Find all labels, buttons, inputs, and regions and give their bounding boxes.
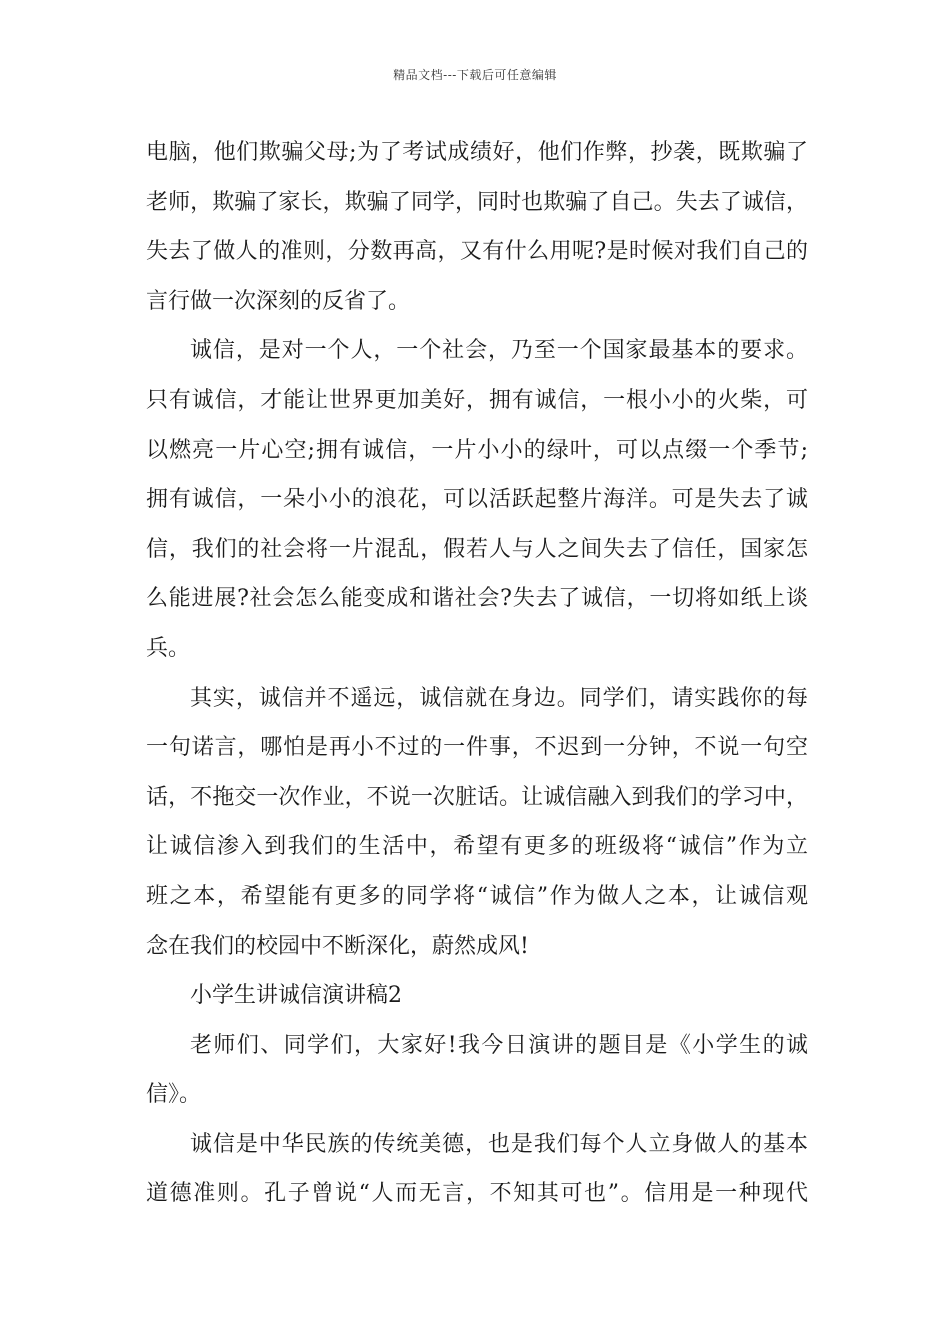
- text-line: 念在我们的校园中不断深化，蔚然成风!: [146, 933, 529, 959]
- text-line: 失去了做人的准则，分数再高，又有什么用呢?是时候对我们自己的: [146, 239, 808, 265]
- text-line: 以燃亮一片心空;拥有诚信，一片小小的绿叶，可以点缀一个季节;: [146, 437, 808, 463]
- text-line: 道德准则。孔子曾说“人而无言，不知其可也”。信用是一种现代: [146, 1181, 808, 1207]
- text-line: 兵。: [146, 635, 191, 661]
- text-line: 班之本，希望能有更多的同学将“诚信”作为做人之本，让诚信观: [146, 883, 808, 909]
- text-line: 言行做一次深刻的反省了。: [146, 288, 411, 314]
- text-line: 老师们、同学们，大家好!我今日演讲的题目是《小学生的诚: [190, 1032, 808, 1058]
- text-line: 老师，欺骗了家长，欺骗了同学，同时也欺骗了自己。失去了诚信，: [146, 189, 808, 215]
- page-header: 精品文档---下载后可任意编辑: [393, 68, 557, 82]
- text-line: 让诚信渗入到我们的生活中，希望有更多的班级将“诚信”作为立: [146, 834, 808, 860]
- text-line: 诚信，是对一个人，一个社会，乃至一个国家最基本的要求。: [190, 338, 808, 364]
- text-line: 拥有诚信，一朵小小的浪花，可以活跃起整片海洋。可是失去了诚: [146, 487, 808, 513]
- text-line: 信，我们的社会将一片混乱，假若人与人之间失去了信任，国家怎: [146, 536, 808, 562]
- section-heading: 小学生讲诚信演讲稿2: [190, 983, 402, 1009]
- document-body: [146, 128, 808, 1219]
- text-line: 诚信是中华民族的传统美德，也是我们每个人立身做人的基本: [190, 1131, 808, 1157]
- text-line: 么能进展?社会怎么能变成和谐社会?失去了诚信，一切将如纸上谈: [146, 586, 808, 612]
- text-line: 话，不拖交一次作业，不说一次脏话。让诚信融入到我们的学习中，: [146, 784, 808, 810]
- text-line: 只有诚信，才能让世界更加美好，拥有诚信，一根小小的火柴，可: [146, 387, 808, 413]
- text-line: 信》。: [146, 1082, 202, 1108]
- text-line: 电脑，他们欺骗父母;为了考试成绩好，他们作弊，抄袭，既欺骗了: [146, 140, 808, 165]
- text-line: 一句诺言，哪怕是再小不过的一件事，不迟到一分钟，不说一句空: [146, 735, 808, 761]
- text-line: 其实，诚信并不遥远，诚信就在身边。同学们，请实践你的每: [190, 685, 808, 711]
